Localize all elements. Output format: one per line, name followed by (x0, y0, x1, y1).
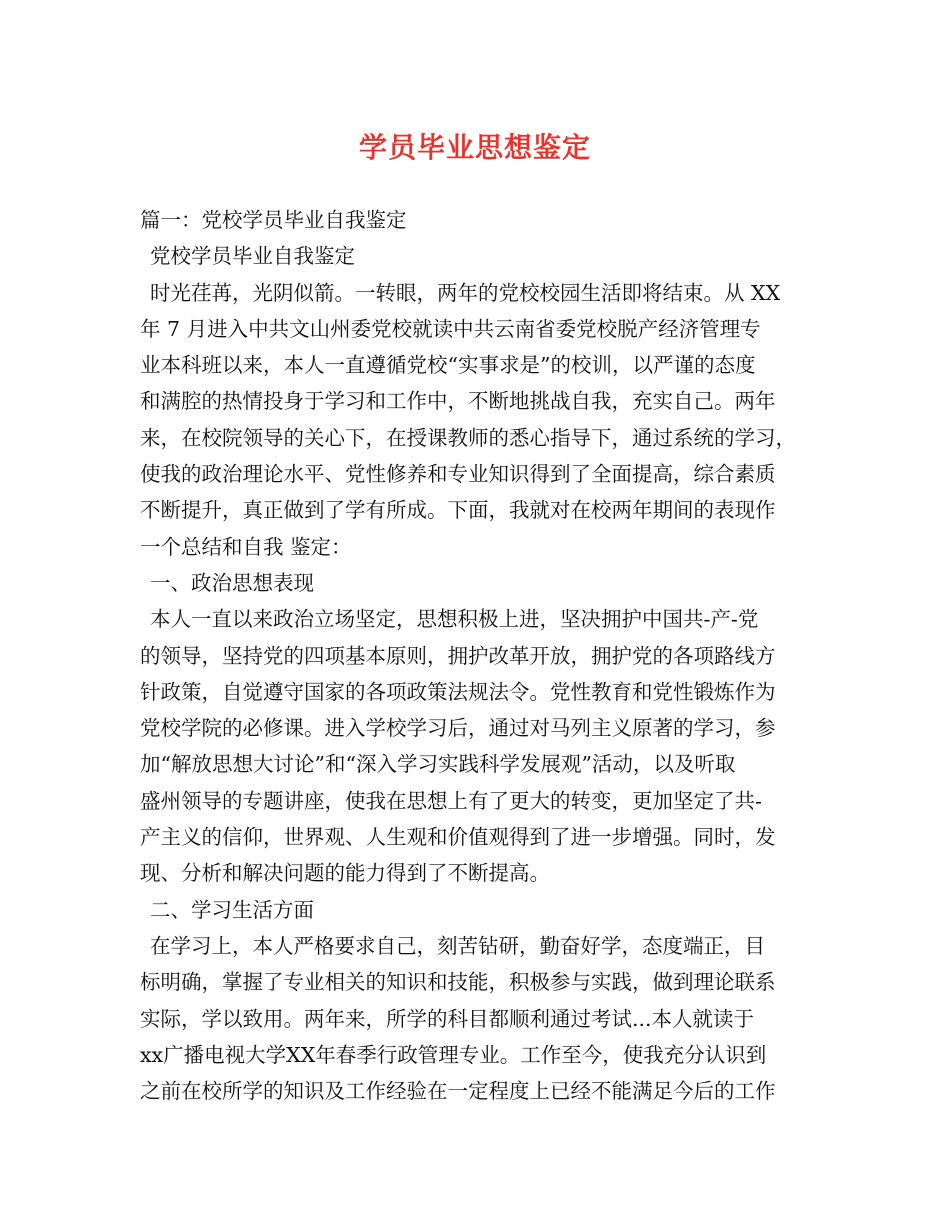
paragraph-line: 的领导，坚持党的四项基本原则，拥护改革开放，拥护党的各项路线方 (140, 643, 776, 668)
subheading: 党校学员毕业自我鉴定 (150, 244, 355, 269)
paragraph-line: 之前在校所学的知识及工作经验在一定程度上已经不能满足今后的工作 (140, 1079, 776, 1104)
paragraph-line: 盛州领导的专题讲座，使我在思想上有了更大的转变，更加坚定了共- (140, 788, 762, 813)
paragraph-line: 现、分析和解决问题的能力得到了不断提高。 (140, 861, 550, 886)
paragraph-line: 一个总结和自我 鉴定： (140, 534, 352, 559)
paragraph-line: 时光荏苒，光阴似箭。一转眼，两年的党校校园生活即将结束。从 XX (150, 280, 781, 305)
document-title: 学员毕业思想鉴定 (358, 131, 591, 164)
paragraph-line: 和满腔的热情投身于学习和工作中，不断地挑战自我，充实自己。两年 (140, 389, 776, 414)
paragraph-line: 加“解放思想大讨论”和“深入学习实践科学发展观”活动，以及听取 (140, 752, 736, 777)
paragraph-line: 标明确，掌握了专业相关的知识和技能，积极参与实践，做到理论联系 (140, 970, 776, 995)
paragraph-line: 实际，学以致用。两年来，所学的科目都顺利通过考试...本人就读于 (140, 1006, 755, 1031)
paragraph-line: 年 7 月进入中共文山州委党校就读中共云南省委党校脱产经济管理专 (140, 316, 761, 341)
section-heading: 二、学习生活方面 (150, 897, 314, 922)
paragraph-line: 来，在校院领导的关心下，在授课教师的悉心指导下，通过系统的学习， (140, 425, 796, 450)
paragraph-line: 在学习上，本人严格要求自己，刻苦钻研，勤奋好学，态度端正，目 (150, 933, 765, 958)
section-heading: 篇一：党校学员毕业自我鉴定 (140, 208, 407, 232)
paragraph-line: 党校学院的必修课。进入学校学习后，通过对马列主义原著的学习，参 (140, 716, 776, 741)
paragraph-line: 业本科班以来，本人一直遵循党校“实事求是”的校训，以严谨的态度 (140, 353, 756, 378)
paragraph-line: 不断提升，真正做到了学有所成。下面，我就对在校两年期间的表现作 (140, 498, 776, 523)
paragraph-line: xx广播电视大学XX年春季行政管理专业。工作至今，使我充分认识到 (140, 1042, 767, 1067)
paragraph-line: 针政策，自觉遵守国家的各项政策法规法令。党性教育和党性锻炼作为 (140, 679, 776, 704)
paragraph-line: 使我的政治理论水平、党性修养和专业知识得到了全面提高，综合素质 (140, 462, 776, 487)
paragraph-line: 本人一直以来政治立场坚定，思想积极上进，坚决拥护中国共-产-党 (150, 607, 759, 632)
paragraph-line: 产主义的信仰，世界观、人生观和价值观得到了进一步增强。同时，发 (140, 825, 776, 850)
section-heading: 一、政治思想表现 (150, 570, 314, 595)
document-body (140, 202, 820, 1109)
